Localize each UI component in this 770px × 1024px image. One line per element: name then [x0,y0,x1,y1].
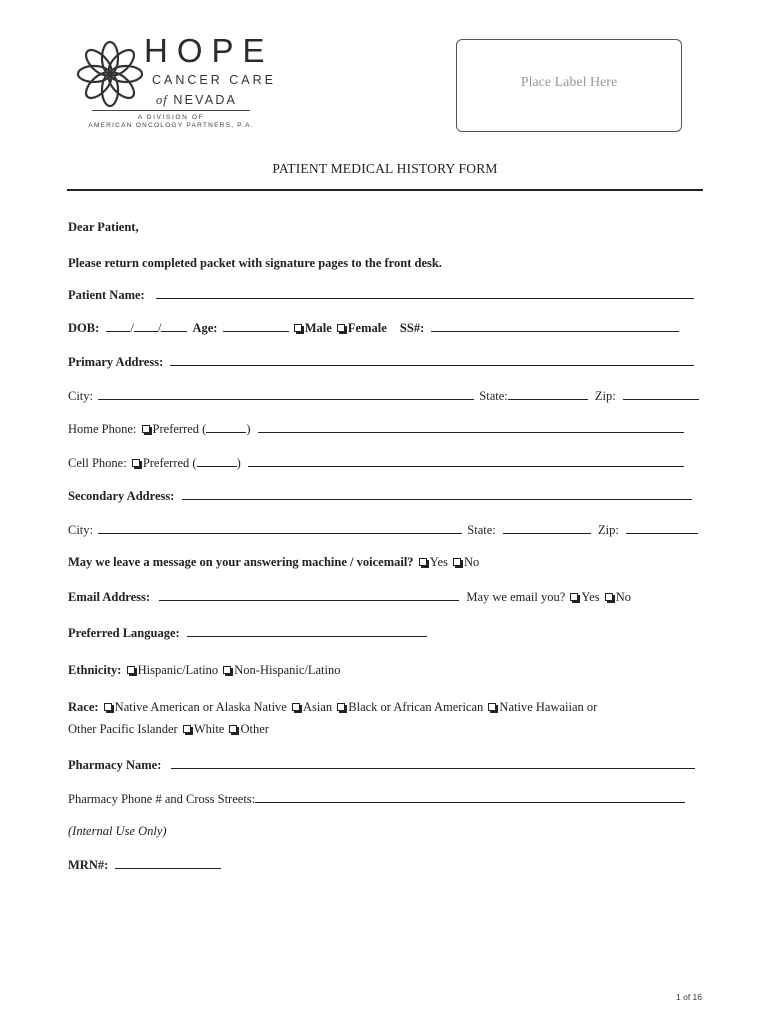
secondary-address-row [68,488,692,504]
state2-label: State: [467,523,496,537]
city2-label: City: [68,523,94,537]
male-checkbox[interactable] [294,324,302,332]
preferred-label: Preferred ( [152,422,207,436]
preferred-close: ) [236,456,241,470]
language-row [68,625,427,641]
dob-year-field[interactable] [161,320,187,332]
native-hawaiian-checkbox[interactable] [488,703,496,711]
state-field[interactable] [508,388,588,400]
native-hawaiian-label: Native Hawaiian or [499,700,598,714]
patient-name-label: Patient Name: [68,288,145,302]
city-field[interactable] [98,388,474,400]
email-no-label: No [615,590,631,604]
label-placeholder: Place Label Here [520,75,618,90]
dob-separator: / [157,321,162,335]
ethnicity-row [68,663,341,678]
home-phone-row [68,421,684,437]
hispanic-label: Hispanic/Latino [137,663,219,677]
pharmacy-name-field[interactable] [171,757,695,769]
title-rule [67,189,703,191]
voicemail-no-label: No [464,555,480,569]
place-label-box [456,39,682,132]
native-american-checkbox[interactable] [104,703,112,711]
age-label: Age: [192,321,218,335]
voicemail-yes-label: Yes [429,555,448,569]
flower-logo-icon [74,38,146,110]
email-no-checkbox[interactable] [605,593,613,601]
logo-state: of NEVADA [156,93,238,107]
form-title: PATIENT MEDICAL HISTORY FORM [272,161,498,176]
female-label: Female [347,321,387,335]
email-field[interactable] [159,589,459,601]
dob-day-field[interactable] [134,320,158,332]
voicemail-question: May we leave a message on your answering machine / voicemail? [68,555,414,569]
cell-preferred-rank-field[interactable] [197,455,237,467]
home-preferred-rank-field[interactable] [206,421,246,433]
patient-name-field[interactable] [156,287,694,299]
voicemail-no-checkbox[interactable] [453,558,461,566]
asian-checkbox[interactable] [292,703,300,711]
language-field[interactable] [187,625,427,637]
pharmacy-phone-row [68,791,685,807]
email-question: May we email you? [466,590,566,604]
internal-use-label: (Internal Use Only) [68,824,167,838]
white-checkbox[interactable] [183,725,191,733]
greeting: Dear Patient, [68,220,139,234]
home-phone-field[interactable] [258,421,684,433]
language-label: Preferred Language: [68,626,180,640]
home-phone-label: Home Phone: [68,422,137,436]
cell-preferred-checkbox[interactable] [132,459,140,467]
primary-address-row [68,354,694,370]
instruction: Please return completed packet with signature pages to the front desk. [68,256,442,270]
dob-label: DOB: [68,321,100,335]
black-label: Black or African American [348,700,484,714]
logo-subtitle: CANCER CARE [152,73,276,87]
city-row [68,388,699,404]
primary-address-field[interactable] [170,354,694,366]
native-american-label: Native American or Alaska Native [114,700,287,714]
age-field[interactable] [223,320,289,332]
secondary-address-label: Secondary Address: [68,489,175,503]
cell-phone-field[interactable] [248,455,684,467]
female-checkbox[interactable] [337,324,345,332]
patient-name-row [68,287,694,303]
voicemail-yes-checkbox[interactable] [419,558,427,566]
logo-division-line1: A DIVISION OF [137,114,205,121]
voicemail-row [68,555,479,570]
cell-phone-label: Cell Phone: [68,456,127,470]
zip-label: Zip: [594,389,616,403]
email-yes-label: Yes [581,590,600,604]
email-yes-checkbox[interactable] [570,593,578,601]
pharmacy-name-label: Pharmacy Name: [68,758,162,772]
cell-phone-row [68,455,684,471]
logo-divider [92,110,250,111]
pharmacy-name-row [68,757,695,773]
secondary-address-field[interactable] [182,488,692,500]
ss-label: SS#: [399,321,425,335]
mrn-row [68,857,221,873]
mrn-label: MRN#: [68,858,109,872]
dob-row [68,320,679,336]
pharmacy-phone-field[interactable] [255,791,685,803]
preferred-close: ) [246,422,251,436]
race-row [68,700,597,715]
city2-row [68,522,698,538]
primary-address-label: Primary Address: [68,355,164,369]
email-label: Email Address: [68,590,151,604]
preferred-label: Preferred ( [142,456,197,470]
pharmacy-phone-label: Pharmacy Phone # and Cross Streets: [68,792,256,806]
home-preferred-checkbox[interactable] [142,425,150,433]
asian-label: Asian [302,700,333,714]
page-number: 1 of 16 [676,992,702,1002]
male-label: Male [304,321,332,335]
non-hispanic-checkbox[interactable] [223,666,231,674]
city-label: City: [68,389,94,403]
other-race-checkbox[interactable] [229,725,237,733]
race-row-continued [68,722,269,737]
state2-field[interactable] [503,522,591,534]
zip2-label: Zip: [597,523,619,537]
logo-division-line2: AMERICAN ONCOLOGY PARTNERS, P.A. [88,122,254,129]
hispanic-checkbox[interactable] [127,666,135,674]
logo-name: HOPE [144,32,274,69]
other-race-label: Other [240,722,269,736]
black-checkbox[interactable] [337,703,345,711]
ethnicity-label: Ethnicity: [68,663,122,677]
city2-field[interactable] [98,522,462,534]
ss-field[interactable] [431,320,679,332]
state-label: State: [479,389,508,403]
mrn-field[interactable] [115,857,221,869]
race-label: Race: [68,700,99,714]
zip2-field[interactable] [626,522,698,534]
pacific-islander-label: Other Pacific Islander [68,722,178,736]
dob-separator: / [130,321,134,335]
non-hispanic-label: Non-Hispanic/Latino [234,663,341,677]
zip-field[interactable] [623,388,699,400]
white-label: White [193,722,225,736]
email-row [68,589,631,605]
dob-month-field[interactable] [106,320,130,332]
